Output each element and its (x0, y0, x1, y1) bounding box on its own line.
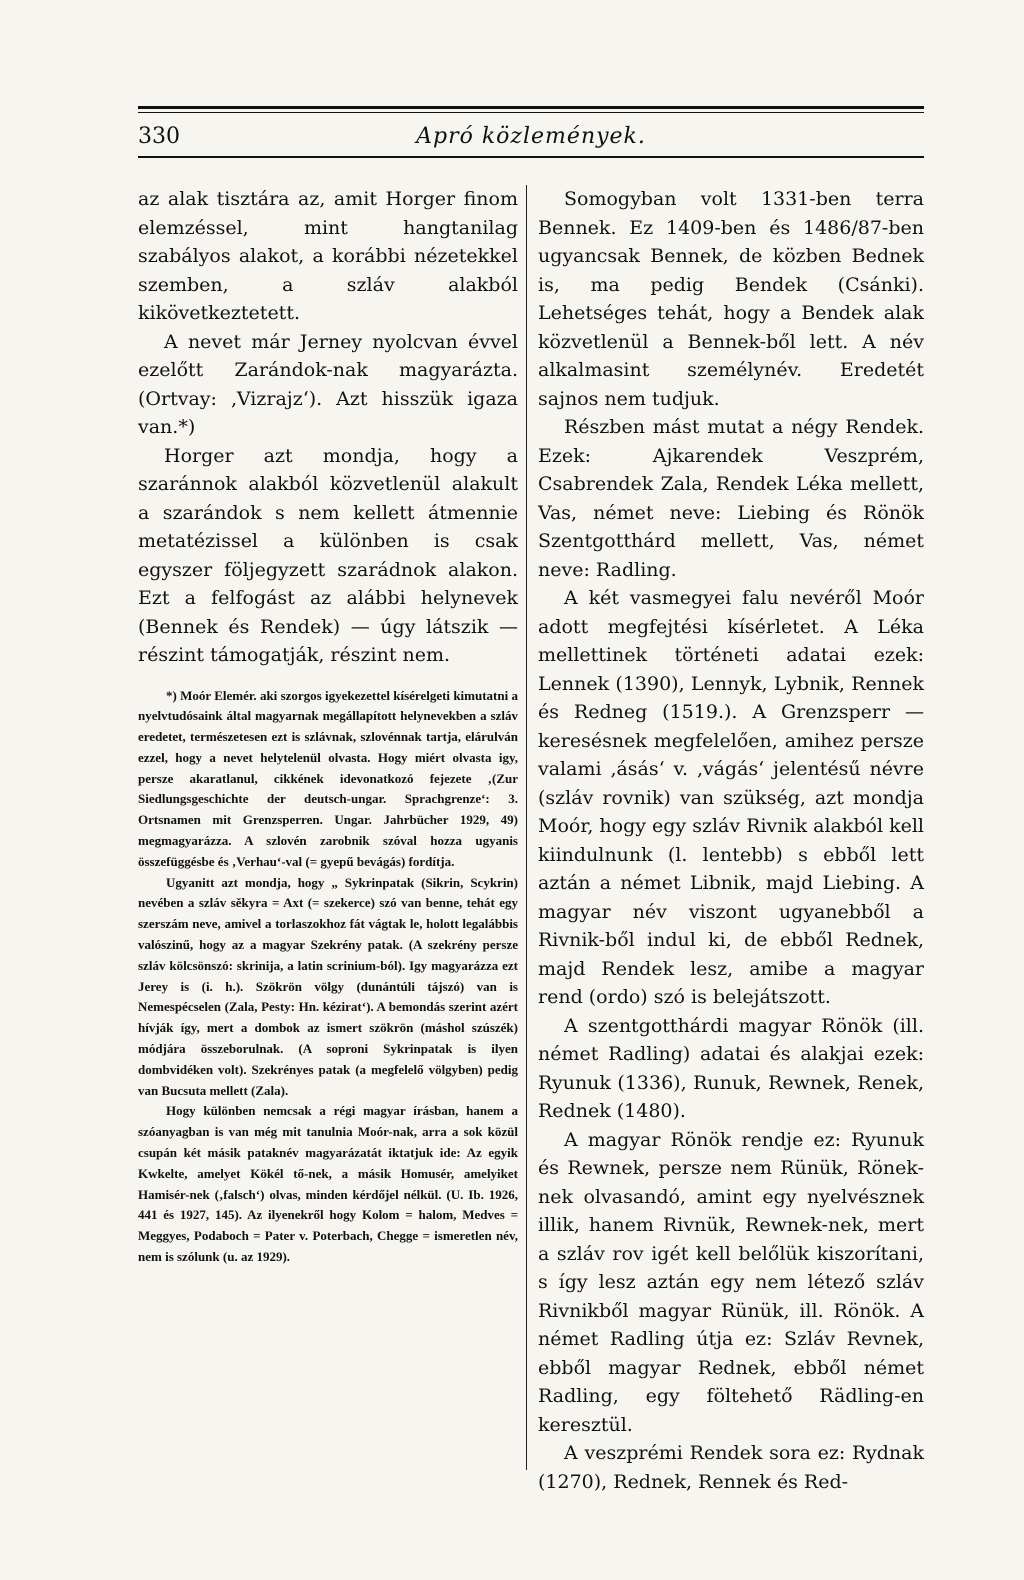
body-paragraph: A szentgotthárdi magyar Rönök (ill. német Radling) adatai és alakjai ezek: Ryunuk (1336), Runuk, Rewnek, Renek, Rednek (1480). (538, 1014, 924, 1122)
footnote-paragraph: Hogy különben nemcsak a régi magyar írásban, hanem a szóanyagban is van még mit tanulnia Moór-nak, arra a sok közül csupán két másik pataknév magyarázatát iktatjuk ide: Az egyik Kwkelte, amelyet Kökél tő-nek, a másik Homusér, amelyiket Hamisér-nek (‚falsch‘) olvas, minden kérdőjel nélkül. (U. Ib. 1926, 441 és 1927, 145). Az ilyenekről hogy Kolom = halom, Medves = Meggyes, Podaboch = Pater v. Poterbach, Chegge = ismeretlen név, nem is szólunk (u. az 1929). (138, 1103, 518, 1265)
body-paragraph: Horger azt mondja, hogy a szaránnok alakból közvetlenül alakult a szarándok s nem kellett átmennie metatézissel a különben is csak egyszer följegyzett szarádnok alakon. Ezt a felfogást az alábbi helynevek (Bennek és Rendek) — úgy látszik — részint támogatják, részint nem. (138, 444, 518, 666)
body-paragraph: Somogyban volt 1331-ben terra Bennek. Ez 1409-ben és 1486/87-ben ugyancsak Bennek, de közben Bednek is, ma pedig Bendek (Csánki). Lehetséges tehát, hogy a Bendek alak közvetlenül a Bennek-ből lett. A név alkalmasint személynév. Eredetét sajnos nem tudjuk. (538, 188, 924, 410)
running-head: Apró közlemények. (416, 124, 646, 149)
page-number: 330 (138, 124, 180, 149)
page-header (138, 124, 924, 154)
footnote-paragraph: Ugyanitt azt mondja, hogy „ Sykrinpatak (Sikrin, Scykrin) nevében a szláv sěkyra = Axt (= szekerce) szó van benne, tehát egy szerszám neve, amivel a torlaszokhoz fát vágtak le, holott legalábbis valószinű, hogy az a magyar Szekrény patak. (A szekrény persze szláv kölcsönszó: skrinija, a latin scrinium-ból). Igy magyarázza ezt Jerey is (i. h.). Szökrön völgy (dunántúli tájszó) van is Nemespécselen (Zala, Pesty: Hn. kézirat‘). A bemondás szerint azért hívják így, mert a dombok az ismert szökrön (máshol szúszék) módjára összeborulnak. (A soproni Sykrinpatak is ilyen dombvidéken volt). Szekrényes patak (a megfelelő völgyben) pedig van Bucsuta mellett (Zala). (138, 874, 518, 1098)
body-paragraph: A magyar Rönök rendje ez: Ryunuk és Rewnek, persze nem Rünük, Rönek-nek olvasandó, amint egy nyelvésznek illik, hanem Rivnük, Rewnek-nek, mert a szláv rov igét kell belőlük kiszorítani, s így lesz aztán egy nem létező szláv Rivnikből magyar Rünük, ill. Rönök. A német Radling útja ez: Szláv Revnek, ebből magyar Rednek, ebből német Radling, egy föltehető Rädling-en keresztül. (538, 1128, 924, 1436)
top-rule-thin (138, 112, 924, 113)
header-rule (138, 156, 924, 158)
top-rule (138, 106, 924, 109)
body-paragraph: A nevet már Jerney nyolcvan évvel ezelőtt Zarándok-nak magyarázta. (Ortvay: ‚Vizrajz‘). Azt hisszük igaza van.*) (138, 330, 518, 438)
body-paragraph: A két vasmegyei falu nevéről Moór adott megfejtési kísérletet. A Léka mellettinek történeti adatai ezek: Lennek (1390), Lennyk, Lybnik, Rennek és Redneg (1519.). A Grenzsperr — keresésnek megfelelően, amihez persze valami ‚ásás‘ v. ‚vágás‘ jelentésű névre (szláv rovnik) van szükség, azt mondja Moór, hogy egy szláv Rivnik alakból kell kiindulnunk (l. lentebb) s ebből lett aztán a német Libnik, majd Liebing. A magyar név viszont ugyanebből a Rivnik-ből indul ki, de ebből Rednek, majd Rendek lesz, amibe a magyar rend (ordo) szó is belejátszott. (538, 587, 924, 1008)
footnote (138, 686, 518, 1268)
body-paragraph: A veszprémi Rendek sora ez: Rydnak (1270), Rednek, Rennek és Red- (538, 1442, 924, 1493)
footnote-paragraph: *) Moór Elemér. aki szorgos igyekezettel kísérelgeti kimutatni a nyelvtudósaink által magyarnak megállapított helynevekben a szláv eredetet, természetesen ezt is szlávnak, szlovénnak tartja, elárulván ezzel, hogy a nevet helytelenül olvasta. Hogy miért olvasta igy, persze akaratlanul, cikkének idevonatkozó fejezete ‚(Zur Siedlungsgeschichte der deutsch-ungar. Sprachgrenze‘: 3. Ortsnamen mit Grenzsperren. Ungar. Jahrbücher 1929, 49) megmagyarázza. A szlovén zarobnik szóval hozza ugyanis összefüggésbe és ‚Verhau‘-val (= gyepű bevágás) fordítja. (138, 687, 518, 869)
column-divider (526, 185, 527, 1470)
right-column (538, 185, 924, 1496)
body-paragraph: Részben mást mutat a négy Rendek. Ezek: Ajkarendek Veszprém, Csabrendek Zala, Rendek Léka mellett, Vas, német neve: Liebing és Rönök Szentgotthárd mellett, Vas, német neve: Radling. (538, 416, 924, 581)
body-paragraph: az alak tisztára az, amit Horger finom elemzéssel, mint hangtanilag szabályos alakot, a korábbi nézetekkel szemben, a szláv alakból kikövetkeztetett. (138, 188, 518, 324)
left-column (138, 185, 518, 1268)
